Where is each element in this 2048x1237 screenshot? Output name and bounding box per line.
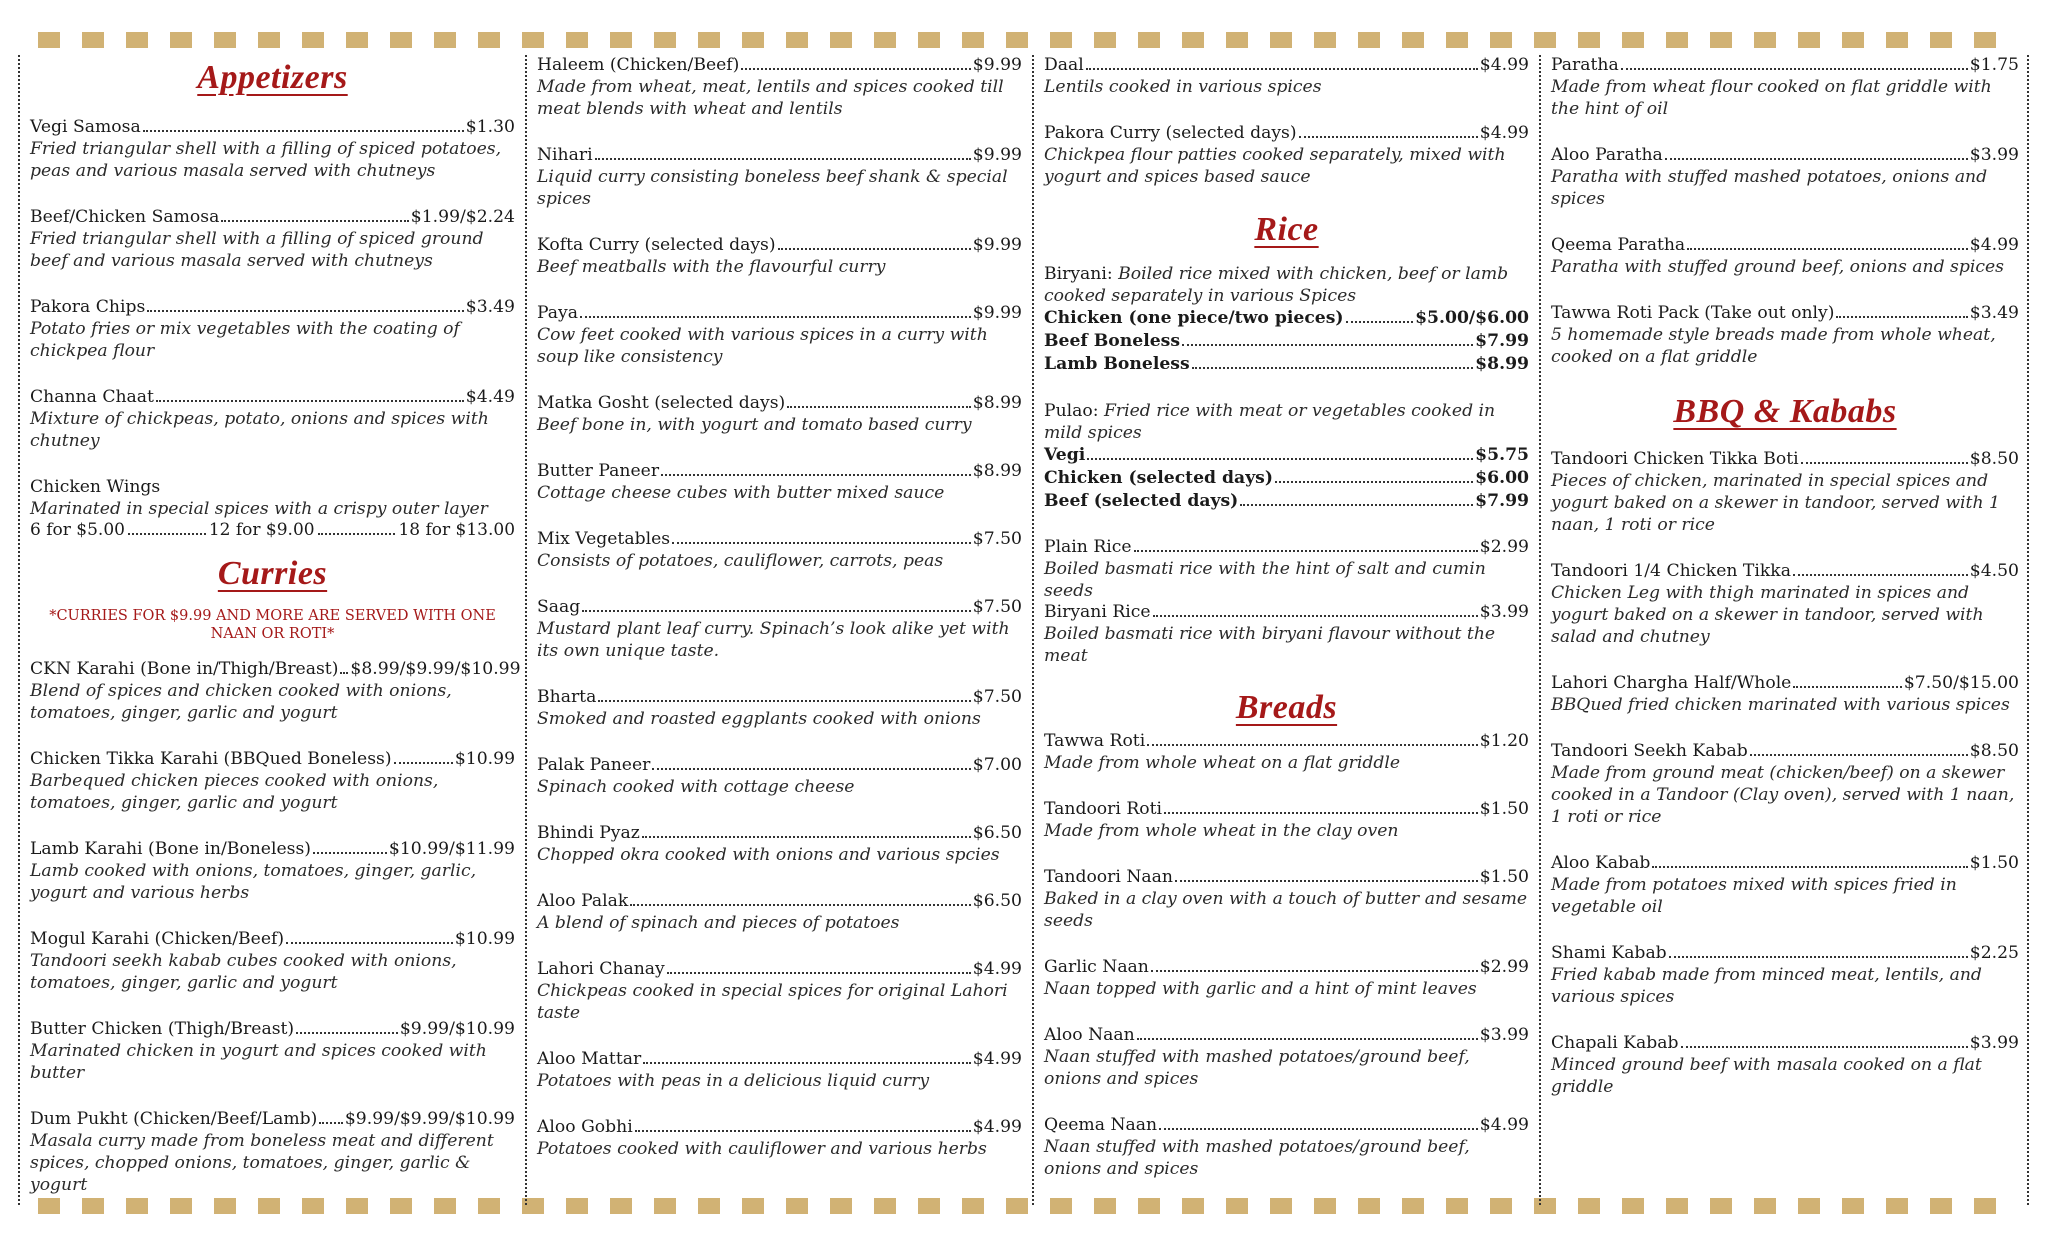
item-name: Beef/Chicken Samosa: [30, 207, 220, 227]
item-description: Cottage cheese cubes with butter mixed sauce: [537, 483, 945, 503]
item-price: $3.99: [1479, 602, 1529, 622]
pulao-label: Pulao:: [1044, 401, 1099, 421]
menu-item: [1551, 145, 2019, 210]
item-description: BBQued fried chicken marinated with various spices: [1551, 695, 2010, 715]
item-name: Chicken Wings: [30, 477, 161, 497]
menu-item: [537, 687, 1022, 730]
menu-item: [1044, 1115, 1529, 1180]
item-price: $9.99: [972, 55, 1022, 75]
item-description: Made from ground meat (chicken/beef) on a skewer cooked in a Tandoor (Clay oven), served with 1 naan, 1 roti or rice: [1551, 763, 2015, 827]
menu-item: [537, 823, 1022, 866]
item-price: $4.99: [1479, 1115, 1529, 1135]
item-name: Vegi Samosa: [30, 117, 141, 137]
menu-item: [537, 529, 1022, 572]
item-name: Daal: [1044, 55, 1084, 75]
item-name: Butter Chicken (Thigh/Breast): [30, 1019, 295, 1039]
item-name: Beef (selected days): [1044, 491, 1239, 511]
item-description: Made from potatoes mixed with spices fried in vegetable oil: [1551, 875, 1957, 917]
item-price: $4.50: [1969, 561, 2019, 581]
menu-item: [537, 755, 1022, 798]
item-name: Aloo Gobhi: [537, 1117, 633, 1137]
item-price: $9.99: [972, 145, 1022, 165]
item-name: Matka Gosht (selected days): [537, 393, 786, 413]
item-description: Potatoes with peas in a delicious liquid curry: [537, 1071, 930, 1091]
item-description: Liquid curry consisting boneless beef shank & special spices: [537, 167, 1008, 209]
menu-item: [537, 959, 1022, 1024]
item-name: Garlic Naan: [1044, 957, 1149, 977]
breads-list: [1044, 731, 1529, 1180]
item-name: Aloo Mattar: [537, 1049, 642, 1069]
menu-item: [30, 387, 515, 452]
item-price: $1.99/$2.24: [410, 207, 515, 227]
item-name: Dum Pukht (Chicken/Beef/Lamb): [30, 1109, 318, 1129]
item-price: $1.20: [1479, 731, 1529, 751]
item-description: Beef meatballs with the flavourful curry: [537, 257, 886, 277]
item-name: Lamb Boneless: [1044, 354, 1190, 374]
item-price: $3.49: [465, 297, 515, 317]
item-price: $1.50: [1479, 799, 1529, 819]
item-description: Made from whole wheat in the clay oven: [1044, 821, 1399, 841]
item-name: Pakora Chips: [30, 297, 146, 317]
item-description: Blend of spices and chicken cooked with onions, tomatoes, ginger, garlic and yogurt: [30, 681, 452, 723]
item-price: $4.99: [1479, 123, 1529, 143]
menu-item: [30, 207, 515, 272]
menu-item: [537, 145, 1022, 210]
item-description: Spinach cooked with cottage cheese: [537, 777, 855, 797]
item-description: A blend of spinach and pieces of potatoes: [537, 913, 900, 933]
curries-heading: Curries: [217, 555, 328, 592]
menu-item: [30, 1019, 515, 1084]
item-price: $9.99/$10.99: [399, 1019, 515, 1039]
item-description: Paratha with stuffed ground beef, onions and spices: [1551, 257, 2004, 277]
item-name: Aloo Kabab: [1551, 853, 1651, 873]
item-description: Baked in a clay oven with a touch of butter and sesame seeds: [1044, 889, 1528, 931]
item-price: $4.99: [1479, 55, 1529, 75]
menu-item: [1551, 673, 2019, 716]
item-name: Paya: [537, 303, 578, 323]
menu-item: [537, 891, 1022, 934]
item-name: Tawwa Roti: [1044, 731, 1146, 751]
bbq-kababs-heading: BBQ & Kababs: [1673, 393, 1897, 430]
menu-item: [30, 929, 515, 994]
paratha-list: [1551, 55, 2019, 368]
menu-item: [537, 55, 1022, 120]
item-name: CKN Karahi (Bone in/Thigh/Breast): [30, 659, 339, 679]
item-price: $7.50: [972, 687, 1022, 707]
item-price: $6.00: [1475, 468, 1529, 488]
menu-option: [1044, 490, 1529, 513]
item-price: $2.99: [1479, 957, 1529, 977]
item-price: $8.50: [1969, 741, 2019, 761]
menu-item: [1551, 741, 2019, 828]
wings-option-18: 18 for $13.00: [398, 520, 516, 540]
item-price: $3.99: [1479, 1025, 1529, 1045]
item-price: $5.00/$6.00: [1415, 308, 1529, 328]
item-name: Butter Paneer: [537, 461, 660, 481]
item-price: $7.50/$15.00: [1903, 673, 2019, 693]
menu-item: [537, 393, 1022, 436]
item-name: Saag: [537, 597, 581, 617]
item-description: Naan topped with garlic and a hint of mint leaves: [1044, 979, 1477, 999]
item-description: Naan stuffed with mashed potatoes/ground beef, onions and spices: [1044, 1047, 1470, 1089]
menu-option: [1044, 330, 1529, 353]
wings-options: [30, 520, 515, 541]
menu-item: [1551, 55, 2019, 120]
menu-item: [1044, 867, 1529, 932]
item-name: Tawwa Roti Pack (Take out only): [1551, 303, 1835, 323]
item-name: Tandoori Naan: [1044, 867, 1173, 887]
item-price: $10.99: [454, 929, 515, 949]
curries-continued-list: [537, 55, 1022, 1160]
item-price: $8.99: [1475, 354, 1529, 374]
item-price: $3.99: [1969, 145, 2019, 165]
item-price: $8.50: [1969, 449, 2019, 469]
item-description: Chicken Leg with thigh marinated in spices and yogurt baked on a skewer in tandoor, served with salad and chutney: [1551, 583, 1984, 647]
pulao-description: Fried rice with meat or vegetables cooked in mild spices: [1044, 401, 1496, 443]
item-description: Boiled basmati rice with biryani flavour without the meat: [1044, 624, 1496, 666]
item-name: Palak Paneer: [537, 755, 651, 775]
item-description: Beef bone in, with yogurt and tomato based curry: [537, 415, 972, 435]
item-description: Chickpea flour patties cooked separately, mixed with yogurt and spices based sauce: [1044, 145, 1506, 187]
item-description: Barbequed chicken pieces cooked with onions, tomatoes, ginger, garlic and yogurt: [30, 771, 439, 813]
item-name: Aloo Naan: [1044, 1025, 1135, 1045]
item-price: $6.50: [972, 823, 1022, 843]
menu-option: [1044, 307, 1529, 330]
item-name: Lahori Chargha Half/Whole: [1551, 673, 1792, 693]
breads-heading: Breads: [1235, 689, 1338, 726]
item-name: Tandoori Roti: [1044, 799, 1163, 819]
rice-heading: Rice: [1254, 211, 1319, 248]
item-name: Vegi: [1044, 445, 1086, 465]
item-name: Qeema Paratha: [1551, 235, 1686, 255]
item-price: $8.99: [972, 461, 1022, 481]
menu-item: [1044, 123, 1529, 188]
appetizers-list: [30, 117, 515, 452]
item-price: $10.99/$11.99: [388, 839, 515, 859]
item-description: Pieces of chicken, marinated in special spices and yogurt baked on a skewer in tandoor, served with 1 naan, 1 roti or rice: [1551, 471, 2000, 535]
item-price: $4.99: [972, 959, 1022, 979]
biryani-group: [1044, 263, 1529, 376]
item-description: Made from whole wheat on a flat griddle: [1044, 753, 1401, 773]
item-description: Lamb cooked with onions, tomatoes, ginger, garlic, yogurt and various herbs: [30, 861, 477, 903]
menu-item: [30, 117, 515, 182]
menu-item: [1551, 235, 2019, 278]
item-description: Mustard plant leaf curry. Spinach’s look alike yet with its own unique taste.: [537, 619, 1010, 661]
appetizers-heading: Appetizers: [197, 59, 348, 96]
menu-item: [1044, 731, 1529, 774]
item-description: Made from wheat, meat, lentils and spices cooked till meat blends with wheat and lentils: [537, 77, 1004, 119]
item-name: Tandoori 1/4 Chicken Tikka: [1551, 561, 1791, 581]
item-description: Chopped okra cooked with onions and various spcies: [537, 845, 1000, 865]
item-name: Aloo Paratha: [1551, 145, 1663, 165]
item-price: $4.99: [1969, 235, 2019, 255]
item-description: Masala curry made from boneless meat and different spices, chopped onions, tomatoes, ginger, garlic & yogurt: [30, 1131, 494, 1195]
item-name: Channa Chaat: [30, 387, 154, 407]
item-price: $10.99: [454, 749, 515, 769]
item-name: Paratha: [1551, 55, 1619, 75]
menu-item: [1551, 561, 2019, 648]
item-price: $1.50: [1479, 867, 1529, 887]
menu-item: [30, 659, 521, 724]
item-name: Bharta: [537, 687, 597, 707]
item-price: $6.50: [972, 891, 1022, 911]
item-price: $1.75: [1969, 55, 2019, 75]
item-price: $1.30: [465, 117, 515, 137]
biryani-description: Boiled rice mixed with chicken, beef or lamb cooked separately in various Spices: [1044, 264, 1509, 306]
item-name: Beef Boneless: [1044, 331, 1181, 351]
item-description: Paratha with stuffed mashed potatoes, onions and spices: [1551, 167, 1988, 209]
menu-item: [1551, 943, 2019, 1008]
wings-option-6: 6 for $5.00: [30, 520, 125, 540]
menu-column-1: [18, 55, 523, 1205]
item-name: Tandoori Chicken Tikka Boti: [1551, 449, 1799, 469]
item-description: Fried triangular shell with a filling of spiced potatoes, peas and various masala served with chutneys: [30, 139, 502, 181]
item-price: $2.99: [1479, 537, 1529, 557]
item-price: $4.49: [465, 387, 515, 407]
item-price: $7.50: [972, 529, 1022, 549]
menu-item: [1044, 1025, 1529, 1090]
chicken-wings-item: [30, 477, 515, 541]
menu-item: [1044, 799, 1529, 842]
menu-item: [537, 597, 1022, 662]
daal-list: [1044, 55, 1529, 188]
menu-item: [30, 297, 515, 362]
item-price: $4.99: [972, 1049, 1022, 1069]
menu-item: [1551, 1033, 2019, 1098]
item-price: $9.99: [972, 235, 1022, 255]
menu-option: [1044, 353, 1529, 376]
item-price: $2.25: [1969, 943, 2019, 963]
menu-item: [537, 1117, 1022, 1160]
item-description: Fried kabab made from minced meat, lentils, and various spices: [1551, 965, 1982, 1007]
item-description: Consists of potatoes, cauliflower, carrots, peas: [537, 551, 944, 571]
menu-item: [30, 1109, 515, 1196]
item-name: Chicken Tikka Karahi (BBQued Boneless): [30, 749, 392, 769]
item-name: Aloo Palak: [537, 891, 629, 911]
item-price: $9.99: [972, 303, 1022, 323]
menu-item: [1044, 957, 1529, 1000]
item-price: $8.99: [972, 393, 1022, 413]
plain-rice-item: [1044, 537, 1529, 602]
item-price: $4.99: [972, 1117, 1022, 1137]
menu-item: [1044, 55, 1529, 98]
menu-option: [1044, 467, 1529, 490]
item-name: Lamb Karahi (Bone in/Boneless): [30, 839, 311, 859]
menu-item: [1551, 853, 2019, 918]
item-name: Chicken (selected days): [1044, 468, 1273, 488]
item-description: Marinated in special spices with a crispy outer layer: [30, 499, 488, 519]
biryani-label: Biryani:: [1044, 264, 1113, 284]
item-name: Biryani Rice: [1044, 602, 1151, 622]
top-border-decoration: [38, 32, 2010, 48]
item-name: Chicken (one piece/two pieces): [1044, 308, 1344, 328]
item-price: $3.49: [1969, 303, 2019, 323]
pulao-group: [1044, 400, 1529, 513]
item-price: $7.00: [972, 755, 1022, 775]
item-price: $9.99/$9.99/$10.99: [344, 1109, 515, 1129]
item-description: 5 homemade style breads made from whole wheat, cooked on a flat griddle: [1551, 325, 1996, 367]
menu-column-3: [1032, 55, 1537, 1205]
item-price: $1.50: [1969, 853, 2019, 873]
item-name: Lahori Chanay: [537, 959, 665, 979]
item-description: Made from wheat flour cooked on flat griddle with the hint of oil: [1551, 77, 1992, 119]
item-description: Boiled basmati rice with the hint of salt and cumin seeds: [1044, 559, 1486, 601]
menu-column-2: [525, 55, 1030, 1205]
item-description: Smoked and roasted eggplants cooked with onions: [537, 709, 981, 729]
menu-item: [537, 1049, 1022, 1092]
menu-item: [537, 235, 1022, 278]
item-name: Pakora Curry (selected days): [1044, 123, 1297, 143]
item-price: $5.75: [1475, 445, 1529, 465]
item-name: Plain Rice: [1044, 537, 1132, 557]
item-price: $7.99: [1475, 491, 1529, 511]
menu-option: [1044, 444, 1529, 467]
item-name: Mogul Karahi (Chicken/Beef): [30, 929, 285, 949]
item-price: $3.99: [1969, 1033, 2019, 1053]
menu-item: [1551, 303, 2019, 368]
menu-item: [537, 303, 1022, 368]
curries-list: [30, 659, 521, 1196]
item-name: Chapali Kabab: [1551, 1033, 1679, 1053]
menu-item: [30, 839, 515, 904]
item-name: Tandoori Seekh Kabab: [1551, 741, 1748, 761]
item-description: Fried triangular shell with a filling of spiced ground beef and various masala served with chutneys: [30, 229, 484, 271]
item-price: $7.50: [972, 597, 1022, 617]
biryani-rice-item: [1044, 602, 1529, 667]
item-description: Chickpeas cooked in special spices for original Lahori taste: [537, 981, 1008, 1023]
item-name: Kofta Curry (selected days): [537, 235, 776, 255]
wings-option-12: 12 for $9.00: [208, 520, 315, 540]
menu-column-4: [1539, 55, 2029, 1205]
item-description: Mixture of chickpeas, potato, onions and spices with chutney: [30, 409, 489, 451]
item-description: Naan stuffed with mashed potatoes/ground beef, onions and spices: [1044, 1137, 1470, 1179]
item-name: Bhindi Pyaz: [537, 823, 640, 843]
menu-item: [537, 461, 1022, 504]
item-description: Minced ground beef with masala cooked on a flat griddle: [1551, 1055, 1982, 1097]
item-description: Potato fries or mix vegetables with the coating of chickpea flour: [30, 319, 460, 361]
item-name: Qeema Naan: [1044, 1115, 1158, 1135]
item-name: Mix Vegetables: [537, 529, 671, 549]
item-price: $8.99/$9.99/$10.99: [350, 659, 521, 679]
menu-item: [30, 749, 515, 814]
bbq-list: [1551, 449, 2019, 1098]
menu-item: [1551, 449, 2019, 536]
item-description: Marinated chicken in yogurt and spices cooked with butter: [30, 1041, 487, 1083]
curries-note: *CURRIES FOR $9.99 AND MORE ARE SERVED WITH ONE NAAN OR ROTI*: [49, 608, 496, 642]
item-name: Shami Kabab: [1551, 943, 1667, 963]
item-price: $7.99: [1475, 331, 1529, 351]
item-description: Tandoori seekh kabab cubes cooked with onions, tomatoes, ginger, garlic and yogurt: [30, 951, 457, 993]
item-description: Lentils cooked in various spices: [1044, 77, 1322, 97]
item-name: Haleem (Chicken/Beef): [537, 55, 740, 75]
item-name: Nihari: [537, 145, 593, 165]
item-description: Potatoes cooked with cauliflower and various herbs: [537, 1139, 987, 1159]
item-description: Cow feet cooked with various spices in a curry with soup like consistency: [537, 325, 988, 367]
